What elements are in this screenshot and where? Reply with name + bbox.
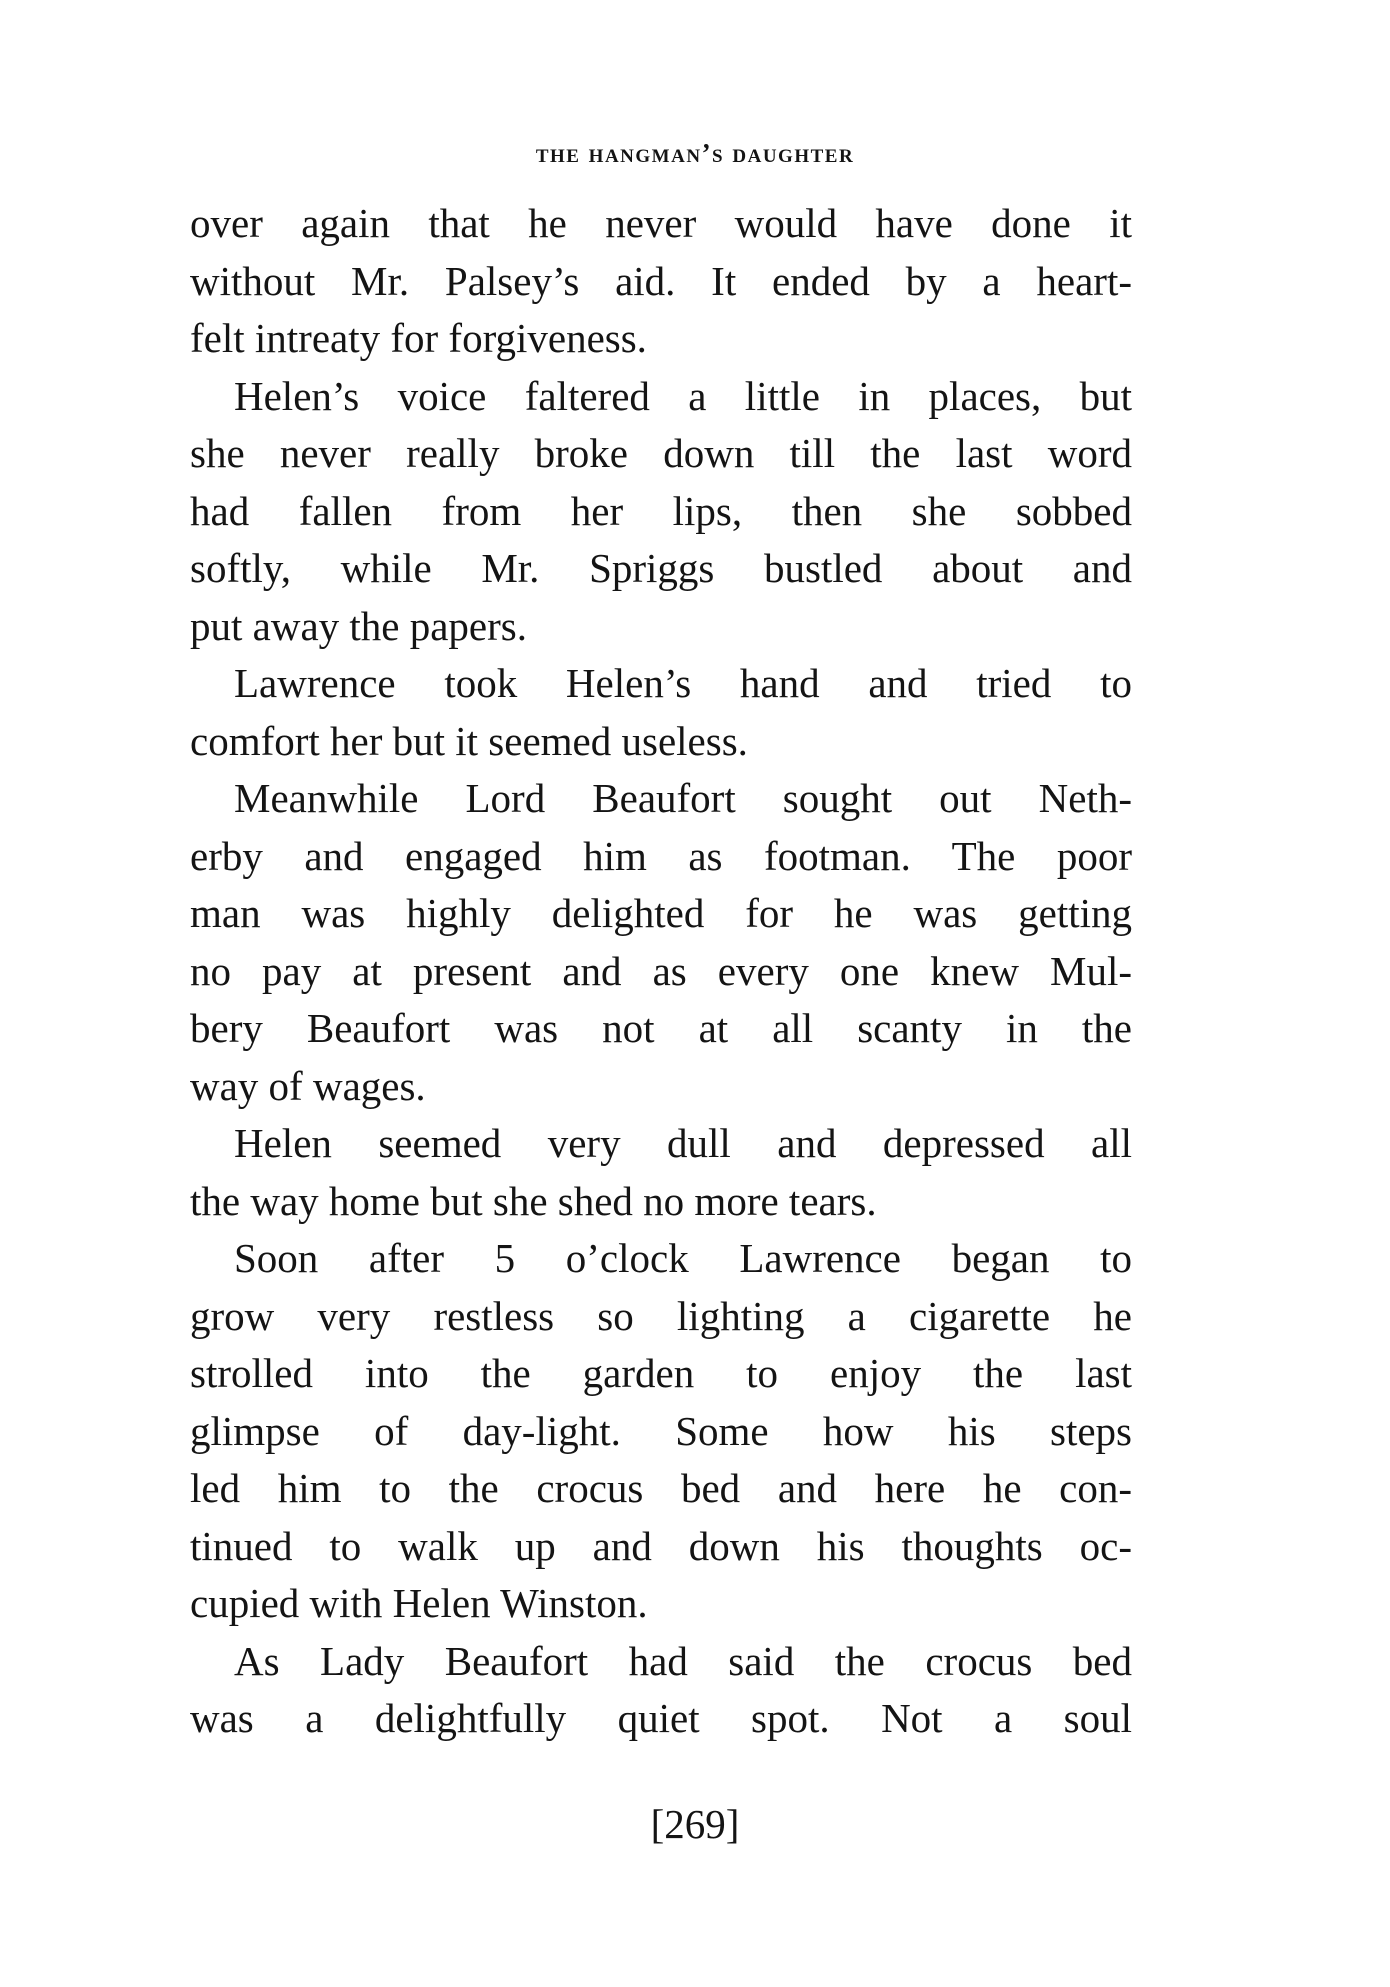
text-line: tinued to walk up and down his thoughts oc- <box>190 1522 1132 1569</box>
text-line: the way home but she shed no more tears. <box>190 1177 877 1224</box>
text-line: cupied with Helen Winston. <box>190 1580 648 1626</box>
text-line: put away the papers. <box>190 602 527 649</box>
text-line: As Lady Beaufort had said the crocus bed <box>234 1637 1132 1684</box>
page-number: [269] <box>650 1801 740 1847</box>
text-line: she never really broke down till the last word <box>190 430 1132 476</box>
text-line: Soon after 5 o’clock Lawrence began to <box>234 1235 1132 1281</box>
text-line: no pay at present and as every one knew Mul- <box>190 947 1132 994</box>
running-head: the hangman’s daughter <box>535 138 855 168</box>
text-line: way of wages. <box>190 1062 426 1109</box>
text-line: Lawrence took Helen’s hand and tried to <box>234 660 1132 706</box>
text-line: glimpse of day-light. Some how his steps <box>190 1407 1132 1454</box>
text-line: had fallen from her lips, then she sobbed <box>190 487 1132 534</box>
text-line: man was highly delighted for he was getting <box>190 890 1132 936</box>
text-line: without Mr. Palsey’s aid. It ended by a heart- <box>190 257 1132 304</box>
text-line: Helen seemed very dull and depressed all <box>234 1120 1132 1166</box>
body-text <box>190 195 1132 1748</box>
text-line: bery Beaufort was not at all scanty in the <box>190 1005 1132 1051</box>
text-line: felt intreaty for forgiveness. <box>190 315 647 361</box>
text-line: Meanwhile Lord Beaufort sought out Neth- <box>234 775 1132 821</box>
text-line: comfort her but it seemed useless. <box>190 717 748 764</box>
text-line: softly, while Mr. Spriggs bustled about and <box>190 545 1132 591</box>
text-line: over again that he never would have done it <box>190 200 1132 246</box>
text-line: led him to the crocus bed and here he con- <box>190 1465 1132 1511</box>
text-line: strolled into the garden to enjoy the last <box>190 1350 1132 1396</box>
text-line: erby and engaged him as footman. The poor <box>190 832 1132 879</box>
text-line: was a delightfully quiet spot. Not a soul <box>190 1695 1132 1741</box>
text-line: grow very restless so lighting a cigarette he <box>190 1292 1132 1339</box>
text-line: Helen’s voice faltered a little in places, but <box>234 372 1132 419</box>
